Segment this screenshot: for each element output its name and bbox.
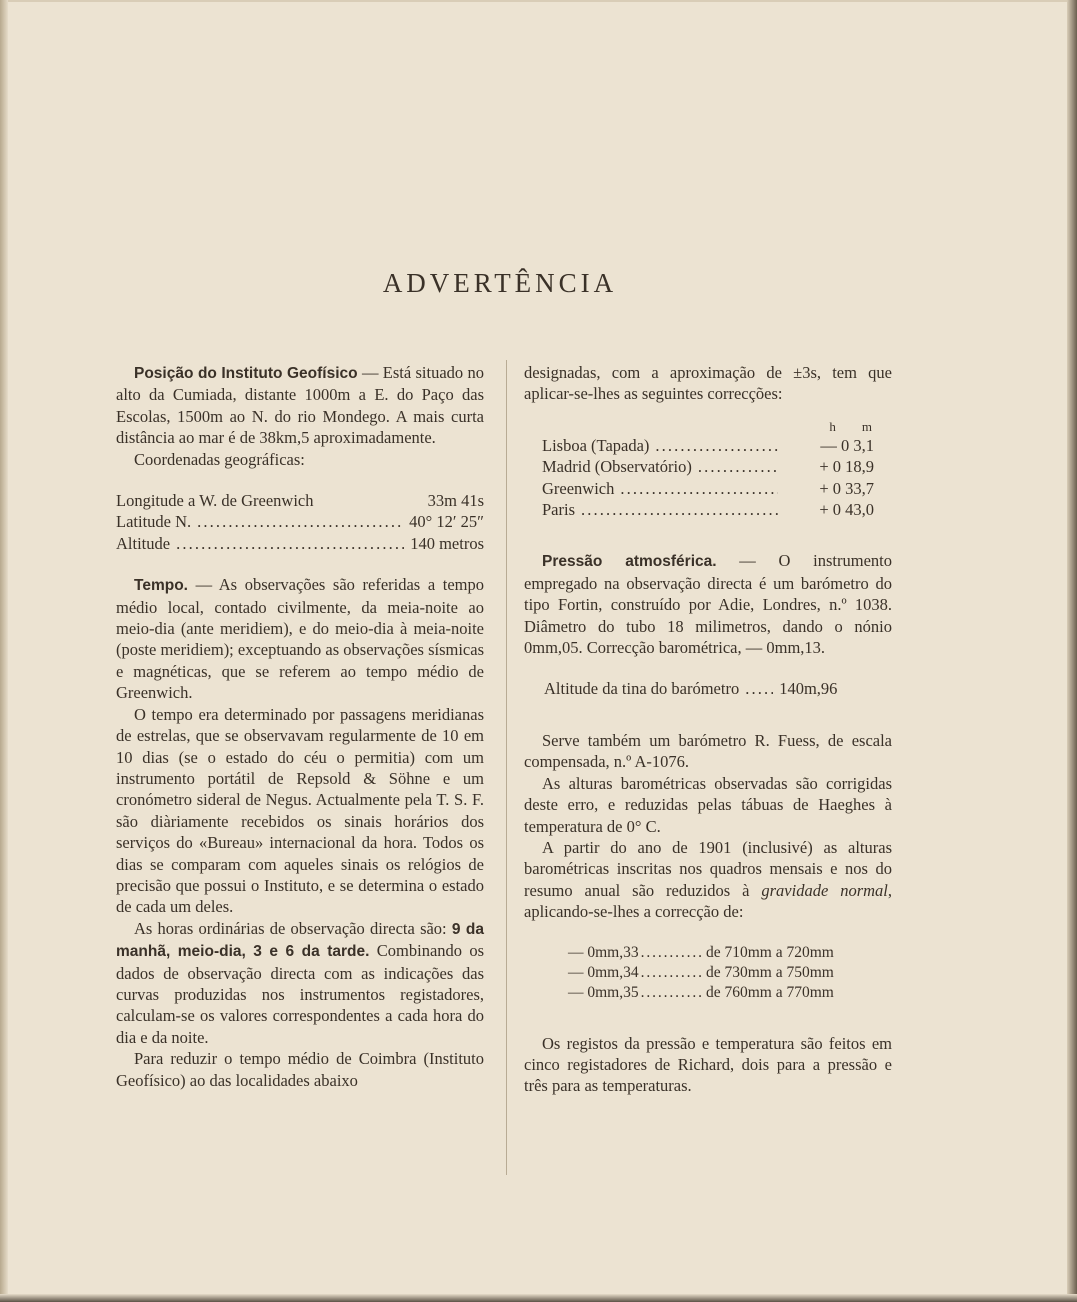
error-correction-paragraph: As alturas barométricas observadas são corrigidas deste erro, e reduzidas pelas tábuas de Haeghes à temperatura de 0° C. — [524, 773, 892, 836]
page-title: ADVERTÊNCIA — [382, 268, 618, 298]
reduction-paragraph: Para reduzir o tempo médio de Coimbra (Instituto Geofísico) ao das localidades abaixo — [116, 1049, 484, 1090]
gravity-correction: — 0mm,34 — [568, 963, 639, 981]
coord-row-longitude — [116, 490, 484, 511]
coord-label: Longitude a W. de Greenwich — [116, 491, 314, 511]
barometer-altitude-row — [524, 678, 892, 699]
unit-minutes: m — [861, 418, 872, 434]
institute-position-heading: Posição do Instituto Geofísico — [134, 365, 358, 382]
correction-place: Paris — [542, 500, 575, 520]
coord-value: 40° 12′ 25″ — [409, 512, 484, 532]
correction-row — [542, 478, 874, 499]
left-column — [116, 362, 484, 1091]
gravity-corrections-table — [524, 943, 892, 1003]
correction-value: + 0 18,9 — [819, 457, 874, 477]
barometer-altitude-value: 140m,96 — [779, 679, 838, 699]
observation-hours-text-a: As horas ordinárias de observação directa são: — [134, 918, 452, 938]
correction-row — [542, 456, 874, 477]
time-determination-paragraph: O tempo era determinado por passagens meridianas de estrelas, que se observavam regularmente de 10 em 10 dias (se o estado do céu o permitia) com um instrumento portátil de Repsold & Söhne e um cronómetro sideral de Negus. Actualmente pela T. S. F. são diàriamente recebidos os sinais horários dos serviços do «Bureau» internacional da hora. Todos os dias se comparam com aqueles sinais os relógios de precisão que possui o Instituto, e se determina o estado de cada um deles. — [116, 704, 484, 917]
corrections-intro: designadas, com a aproximação de ±3s, tem que aplicar-se-lhes as seguintes correcções: — [524, 363, 892, 404]
gravity-row — [568, 963, 856, 983]
unit-hours: h — [829, 418, 836, 434]
institute-position-text: — Está situado no alto da Cumiada, distante 1000m a E. do Paço das Escolas, 1500m ao N. do rio Mondego. A mais curta distância ao mar é de 38km,5 aproximadamente. — [116, 363, 484, 448]
gravity-row — [568, 943, 856, 963]
barometer-altitude-label: Altitude da tina do barómetro — [544, 679, 740, 699]
gravity-text-b: , aplicando-se-lhes a correcção de: — [524, 880, 892, 922]
gravity-correction: — 0mm,33 — [568, 943, 639, 961]
time-text: — As observações são referidas a tempo médio local, contado civilmente, da meia-noite ao meio-dia (ante meridiem), e do meio-dia à meia-noite (poste meridiem); exceptuando as observações sísmicas e magnéticas, que se referem ao tempo médio de Greenwich. — [116, 575, 484, 703]
coords-intro: Coordenadas geográficas: — [134, 449, 305, 469]
fuess-paragraph: Serve também um barómetro R. Fuess, de escala compensada, n.º A-1076. — [524, 730, 892, 772]
coord-value: 140 metros — [410, 533, 484, 553]
observation-hours-text-b: Combinando os dados de observação directa com as indicações das curvas produzidas nos instrumentos registadores, calculam-se os valores correspondentes a cada hora do dia e da noite. — [116, 941, 485, 1047]
observation-hours-bold: 9 da manhã, meio-dia, 3 e 6 da tarde. — [116, 920, 484, 961]
correction-value: + 0 43,0 — [819, 500, 874, 520]
gravity-range: de 710mm a 720mm — [706, 943, 834, 961]
coord-label: Altitude — [116, 533, 171, 553]
correction-place: Madrid (Observatório) — [542, 457, 692, 477]
gravity-italic: gravidade normal — [761, 880, 888, 900]
correction-row — [542, 435, 874, 456]
observation-hours-paragraph — [116, 918, 484, 1048]
gravity-row — [568, 983, 856, 1003]
coord-value: 33m 41s — [427, 491, 484, 511]
page-edge-bottom — [0, 1294, 1077, 1302]
institute-position-paragraph — [116, 362, 484, 449]
correction-value: — 0 3,1 — [820, 435, 874, 455]
coord-label: Latitude N. — [116, 512, 192, 532]
column-divider — [506, 360, 507, 1175]
gravity-range: de 760mm a 770mm — [706, 983, 834, 1001]
gravity-text-a: A partir do ano de 1901 (inclusivé) as alturas barométricas inscritas nos quadros mensais e nos do resumo anual são reduzidos à — [524, 837, 892, 900]
gravity-correction: — 0mm,35 — [568, 983, 639, 1001]
coord-row-altitude — [116, 533, 484, 554]
correction-place: Lisboa (Tapada) — [542, 435, 650, 455]
registers-paragraph: Os registos da pressão e temperatura são feitos em cinco registadores de Richard, dois para a pressão e três para as temperaturas. — [524, 1033, 892, 1096]
corrections-table — [524, 435, 892, 521]
gravity-range: de 730mm a 750mm — [706, 963, 834, 981]
correction-row — [542, 499, 874, 520]
correction-value: + 0 33,7 — [819, 478, 874, 498]
pressure-paragraph — [524, 550, 892, 658]
pressure-heading: Pressão atmosférica. — [542, 553, 717, 571]
corrections-units-header — [524, 419, 892, 435]
coordinates-table — [116, 490, 484, 554]
gravity-paragraph — [524, 837, 892, 923]
right-column — [524, 362, 892, 1097]
coord-row-latitude — [116, 511, 484, 532]
page-edge-right — [1067, 0, 1077, 1302]
pressure-text: — O instrumento empregado na observação directa é um barómetro do tipo Fortin, construído por Adie, Londres, n.º 1038. Diâmetro do tubo 18 milimetros, dando o nónio 0mm,05. Correcção barométrica, — 0mm,13. — [524, 551, 892, 658]
correction-place: Greenwich — [542, 478, 615, 498]
time-paragraph — [116, 574, 484, 703]
page-edge-left — [0, 0, 8, 1302]
time-heading: Tempo. — [134, 577, 188, 595]
